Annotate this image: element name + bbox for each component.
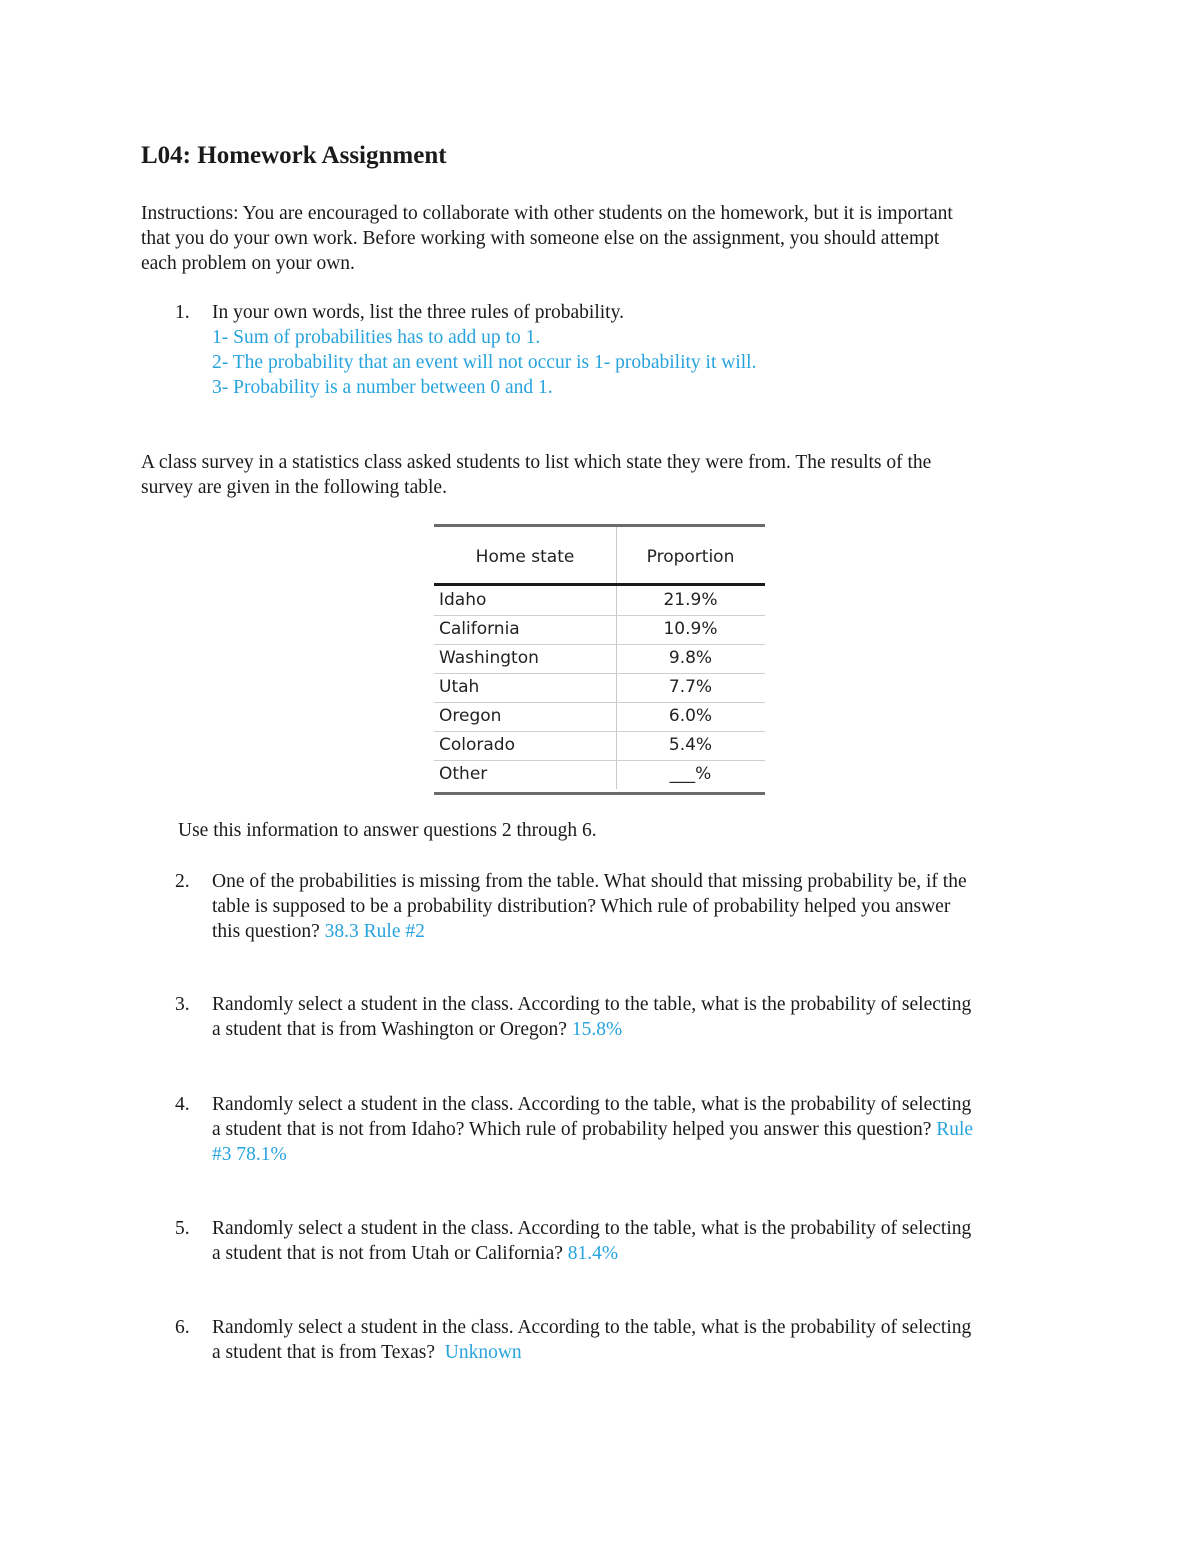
question-1 <box>212 300 756 400</box>
table-row <box>434 673 765 703</box>
row-state: Washington <box>439 648 539 668</box>
question-text: Randomly select a student in the class. According to the table, what is the probability of selecting <box>212 1094 972 1115</box>
home-state-table <box>434 524 765 795</box>
table-row <box>434 615 765 645</box>
question-5 <box>212 1216 971 1266</box>
row-state: Other <box>439 764 488 784</box>
question-text: In your own words, list the three rules of probability. <box>212 302 624 323</box>
question-text: One of the probabilities is missing from the table. What should that missing probability be, if the <box>212 871 967 892</box>
instructions <box>141 201 953 276</box>
page-title: L04: Homework Assignment <box>141 142 447 169</box>
question-2 <box>212 869 967 944</box>
row-state: California <box>439 619 520 639</box>
question-text: a student that is from Washington or Oregon? <box>212 1019 572 1040</box>
table-row <box>434 731 765 761</box>
table-header <box>434 527 765 586</box>
table-row <box>434 644 765 674</box>
answer-line: 2- The probability that an event will not occur is 1- probability it will. <box>212 352 757 373</box>
question-text: a student that is not from Idaho? Which rule of probability helped you answer this question? <box>212 1119 937 1140</box>
survey-intro-line: A class survey in a statistics class asked students to list which state they were from. The results of the <box>141 452 932 473</box>
row-proportion: 9.8% <box>668 648 713 668</box>
question-text: a student that is not from Utah or California? <box>212 1243 568 1264</box>
instructions-line: each problem on your own. <box>141 253 355 274</box>
question-text: this question? <box>212 921 325 942</box>
question-3 <box>212 992 971 1042</box>
answer: 81.4% <box>567 1243 619 1264</box>
answer: #3 78.1% <box>212 1144 287 1165</box>
question-number: 3. <box>175 994 190 1015</box>
table-row <box>434 702 765 732</box>
answer-line: 1- Sum of probabilities has to add up to 1. <box>212 327 541 348</box>
answer-line: 3- Probability is a number between 0 and 1. <box>212 377 553 398</box>
answer: 15.8% <box>571 1019 623 1040</box>
question-number: 2. <box>175 871 190 892</box>
row-state: Colorado <box>439 735 515 755</box>
question-number: 4. <box>175 1094 190 1115</box>
answer: 38.3 Rule #2 <box>324 921 425 942</box>
instructions-line: that you do your own work. Before working with someone else on the assignment, you should attempt <box>141 228 940 249</box>
row-state: Oregon <box>439 706 502 726</box>
question-number: 1. <box>175 302 190 323</box>
row-proportion: 21.9% <box>663 590 718 610</box>
answer: Unknown <box>444 1342 522 1363</box>
answer: Rule <box>936 1119 974 1140</box>
table-row <box>434 760 765 789</box>
row-proportion: 10.9% <box>663 619 718 639</box>
question-text: Randomly select a student in the class. According to the table, what is the probability of selecting <box>212 1317 972 1338</box>
row-proportion: 6.0% <box>668 706 713 726</box>
table-row <box>434 586 765 616</box>
header-proportion: Proportion <box>646 547 735 567</box>
question-text: Randomly select a student in the class. According to the table, what is the probability of selecting <box>212 994 972 1015</box>
header-home-state: Home state <box>475 547 575 567</box>
row-proportion: 7.7% <box>668 677 713 697</box>
row-state: Utah <box>439 677 480 697</box>
use-info-text: Use this information to answer questions 2 through 6. <box>178 820 597 841</box>
question-number: 5. <box>175 1218 190 1239</box>
row-proportion: ___% <box>669 764 712 784</box>
survey-intro <box>141 450 931 500</box>
survey-intro-line: survey are given in the following table. <box>141 477 447 498</box>
instructions-line: Instructions: You are encouraged to collaborate with other students on the homework, but it is important <box>141 203 953 224</box>
question-number: 6. <box>175 1317 190 1338</box>
question-6 <box>212 1315 971 1365</box>
question-text: a student that is from Texas? <box>212 1342 445 1363</box>
row-state: Idaho <box>439 590 487 610</box>
question-text: Randomly select a student in the class. According to the table, what is the probability of selecting <box>212 1218 972 1239</box>
question-text: table is supposed to be a probability distribution? Which rule of probability helped you answer <box>212 896 951 917</box>
row-proportion: 5.4% <box>668 735 713 755</box>
question-4 <box>212 1092 973 1167</box>
